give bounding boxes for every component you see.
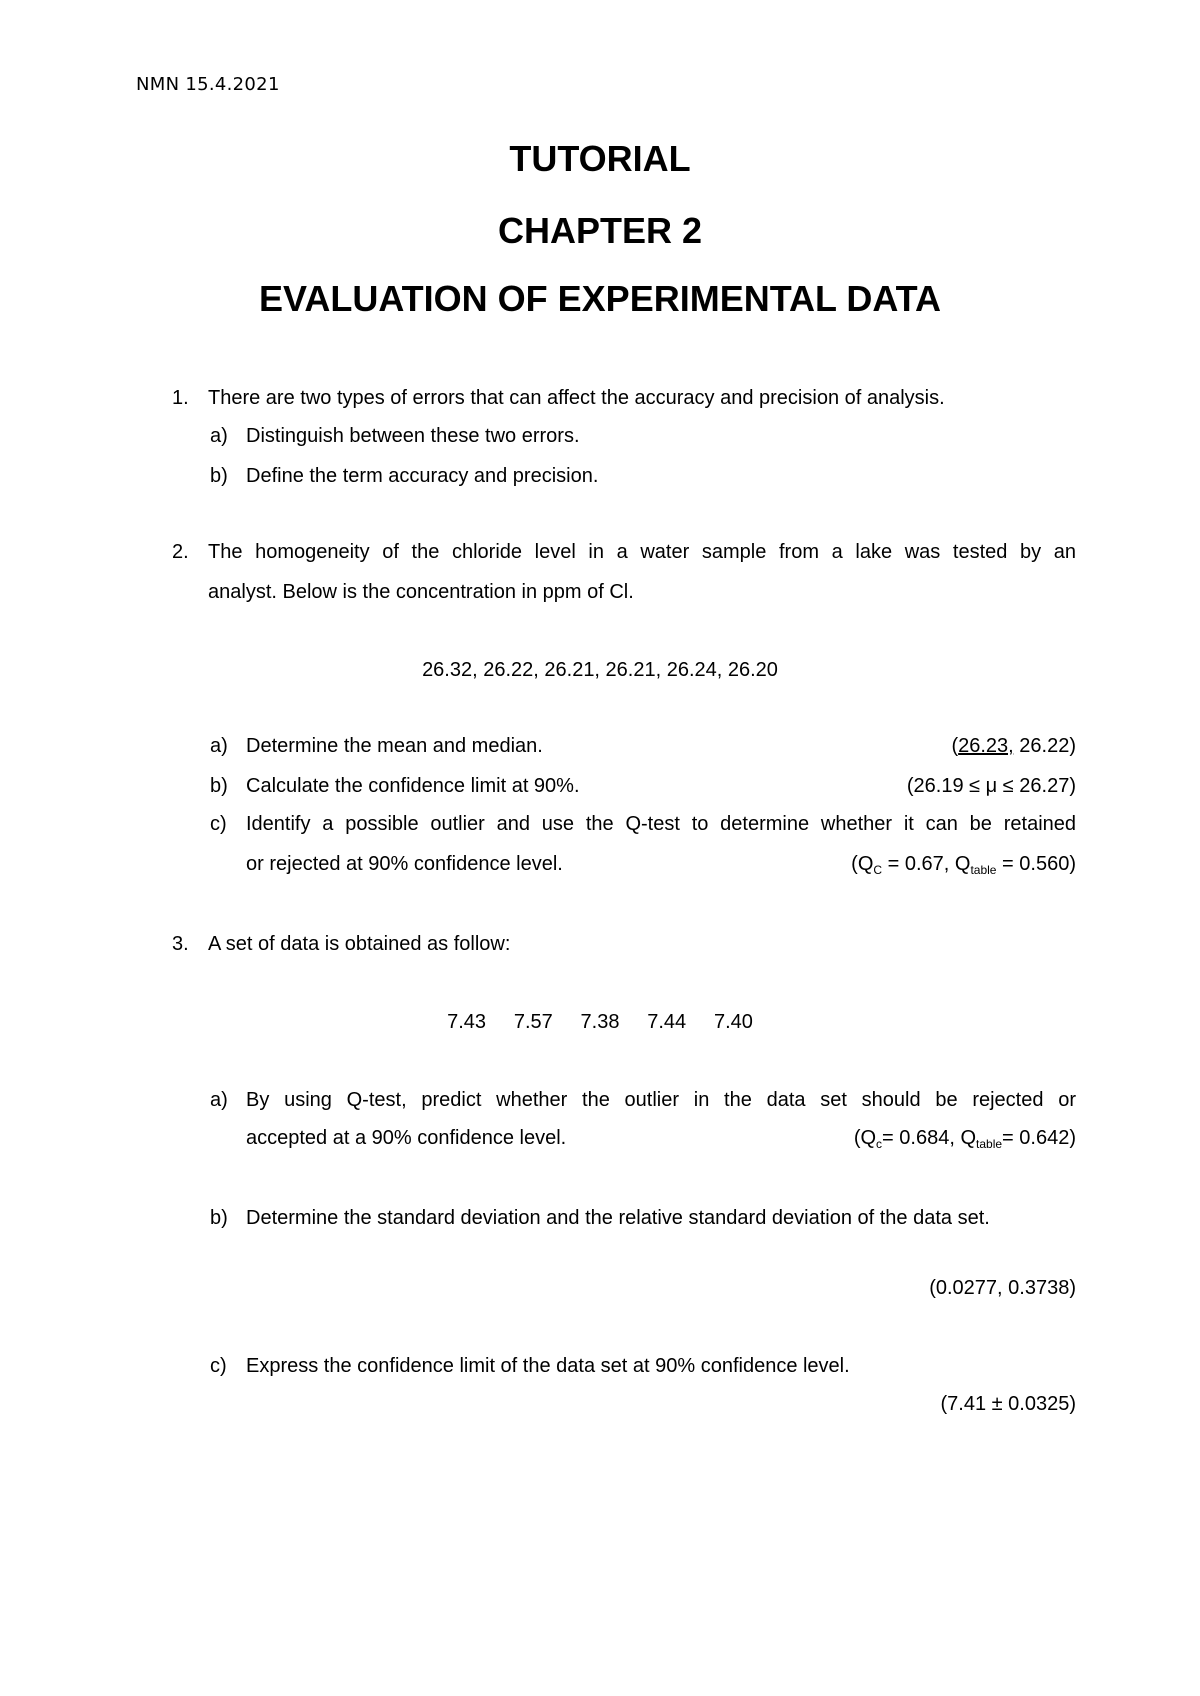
q3a-answer (854, 1126, 1076, 1152)
q3-number: 3. (172, 933, 189, 955)
q2c-answer-p3: = 0.560) (996, 853, 1076, 875)
q3b-label: b) (210, 1207, 228, 1229)
q2b-label: b) (210, 775, 228, 797)
q3a-answer-p1: (Q (853, 1127, 877, 1149)
q3-text: A set of data is obtained as follow: (208, 933, 511, 955)
q2c-text-line1: Identify a possible outlier and use the Q-test to determine whether it can be retained (246, 813, 1076, 835)
q3a-answer-p3: = 0.642) (1002, 1127, 1076, 1149)
title-tutorial: TUTORIAL (509, 138, 691, 179)
q2c-text-line2: or rejected at 90% confidence level. (246, 853, 563, 875)
title-chapter: CHAPTER 2 (497, 210, 703, 251)
q1b-label: b) (210, 465, 228, 487)
q2-data-values: 26.32, 26.22, 26.21, 26.21, 26.24, 26.20 (422, 659, 778, 681)
q2-text-line2: analyst. Below is the concentration in ppm of Cl. (208, 581, 634, 603)
q2a-answer-mean: 26.23, (958, 735, 1014, 757)
q2-text-line1: The homogeneity of the chloride level in a water sample from a lake was tested by an (208, 541, 1076, 563)
document-header-code: NMN 15.4.2021 (136, 74, 280, 95)
q2c-answer-p2: = 0.67, Q (882, 853, 971, 875)
q2c-answer-sub2: table (970, 863, 997, 877)
q3a-answer-sub2: table (976, 1137, 1003, 1151)
q3c-text: Express the confidence limit of the data set at 90% confidence level. (246, 1355, 850, 1377)
q2a-answer-open: ( (951, 735, 959, 757)
q3c-answer: (7.41 ± 0.0325) (940, 1393, 1076, 1415)
q1a-label: a) (210, 425, 228, 447)
q3a-text-line1: By using Q-test, predict whether the outlier in the data set should be rejected or (246, 1089, 1076, 1111)
q1-text: There are two types of errors that can affect the accuracy and precision of analysis. (208, 387, 945, 409)
q2b-text: Calculate the confidence limit at 90%. (246, 775, 580, 797)
q3a-text-line2: accepted at a 90% confidence level. (246, 1127, 567, 1149)
q2a-answer (951, 734, 1076, 758)
q3a-answer-p2: = 0.684, Q (882, 1127, 977, 1149)
q1a-text: Distinguish between these two errors. (246, 425, 580, 447)
q2a-label: a) (210, 735, 228, 757)
q3a-label: a) (210, 1089, 228, 1111)
q3a-answer-sub1: c (876, 1137, 883, 1151)
q2a-answer-median: 26.22) (1013, 735, 1076, 757)
q3-data-values: 7.43 7.57 7.38 7.44 7.40 (447, 1011, 753, 1033)
q2c-answer-sub1: C (873, 863, 883, 877)
q2-number: 2. (172, 541, 189, 563)
q3c-label: c) (210, 1355, 227, 1377)
q2c-answer-p1: (Q (851, 853, 874, 875)
q3b-text: Determine the standard deviation and the relative standard deviation of the data set. (246, 1207, 990, 1229)
q2c-label: c) (210, 813, 227, 835)
title-evaluation: EVALUATION OF EXPERIMENTAL DATA (259, 278, 941, 319)
q2b-answer: (26.19 ≤ μ ≤ 26.27) (906, 775, 1076, 797)
q2c-answer (851, 852, 1076, 878)
q2a-text: Determine the mean and median. (246, 735, 543, 757)
q1-number: 1. (172, 387, 189, 409)
q3b-answer: (0.0277, 0.3738) (929, 1277, 1076, 1299)
q1b-text: Define the term accuracy and precision. (246, 465, 599, 487)
